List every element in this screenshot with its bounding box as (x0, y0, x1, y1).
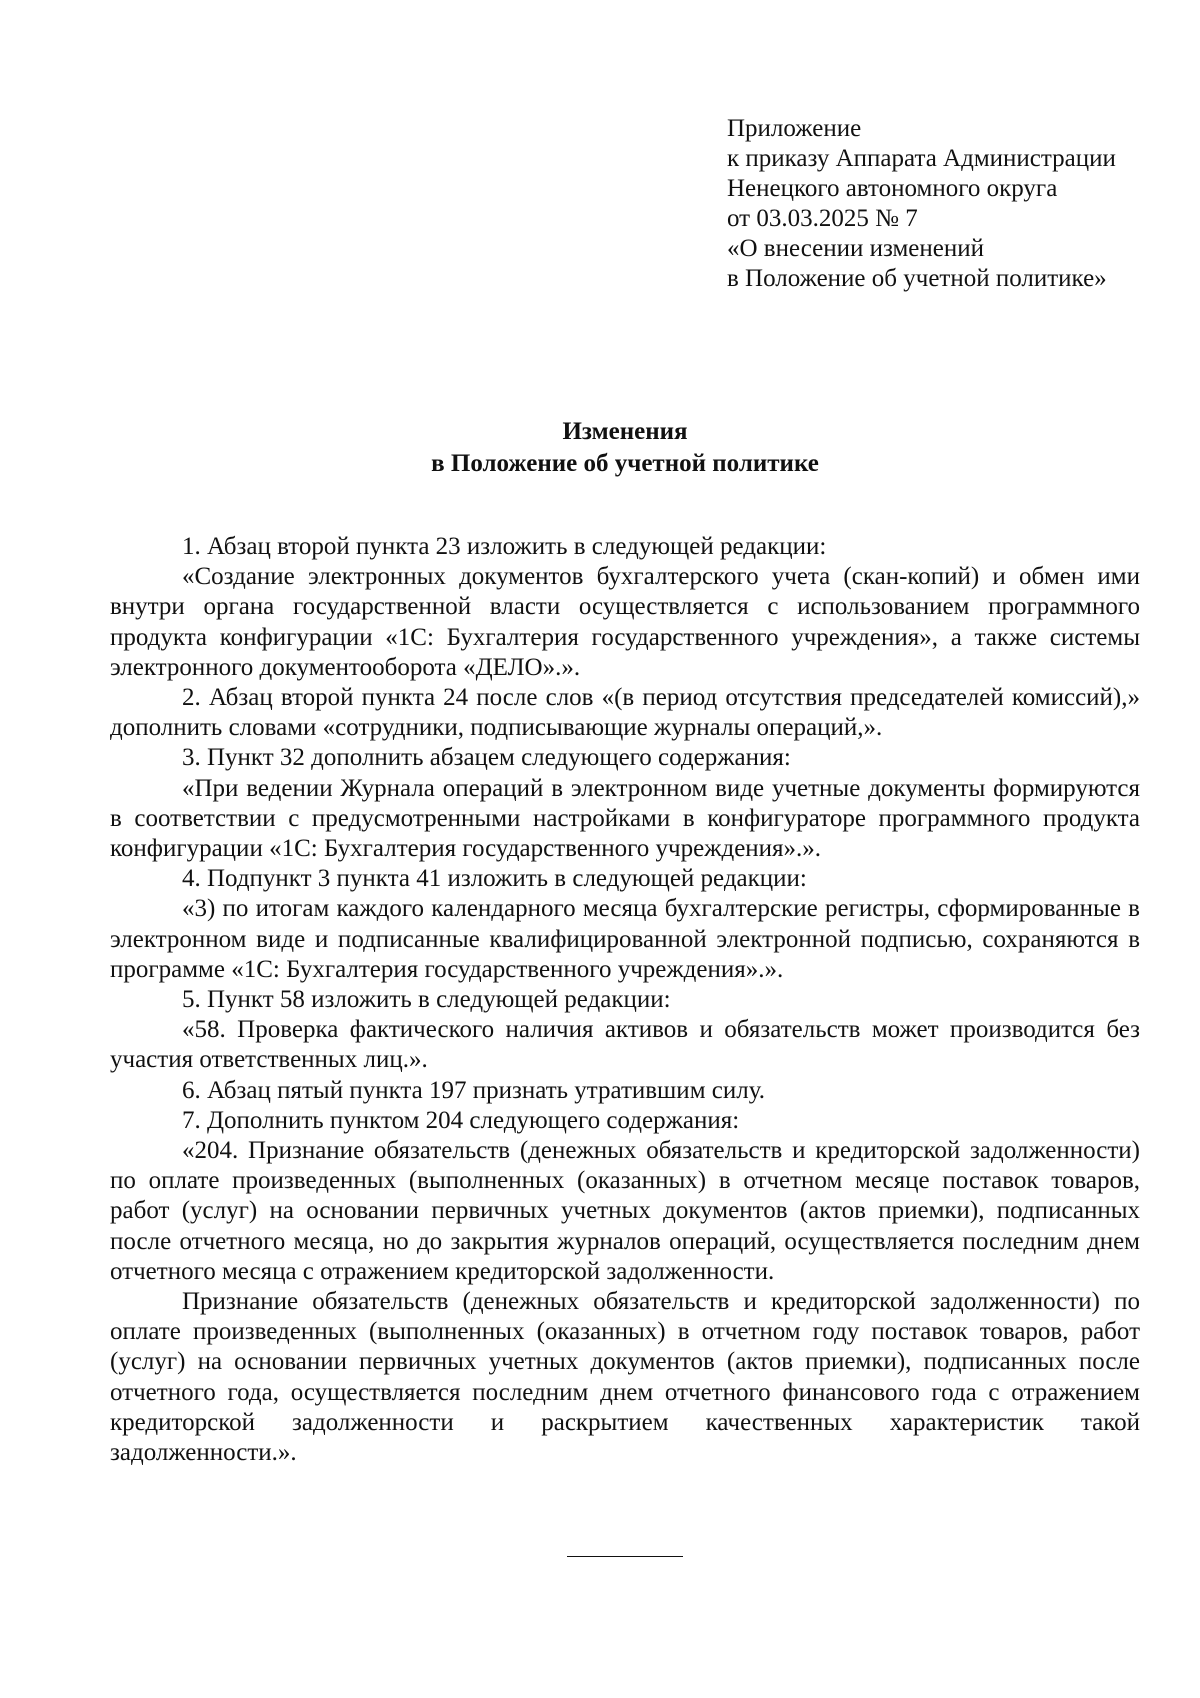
appendix-line: от 03.03.2025 № 7 (727, 205, 918, 232)
appendix-line: Приложение (727, 115, 862, 142)
document-body (110, 532, 1140, 1468)
paragraph-item-5: 5. Пункт 58 изложить в следующей редакции: (182, 986, 671, 1014)
appendix-line: к приказу Аппарата Администрации (727, 145, 1116, 172)
appendix-line: в Положение об учетной политике» (727, 265, 1107, 292)
paragraph-quote-continued: Признание обязательств (денежных обязательств и кредиторской задолженности) по оплате произведенных (выполненных (оказанных) в отчетном году поставок товаров, работ (услуг) на основании первичных учетных документов (актов приемки), подписанных после отчетного года, осуществляется последним днем отчетного финансового года с отражением кредиторской задолженности и раскрытием качественных характеристик такой задолженности.». (110, 1288, 1140, 1467)
paragraph-item-1: 1. Абзац второй пункта 23 изложить в следующей редакции: (182, 533, 827, 560)
paragraph-item-2: 2. Абзац второй пункта 24 после слов «(в период отсутствия председателей комиссий),» дополнить словами «сотрудники, подписывающие журналы операций,». (110, 684, 1140, 742)
paragraph-quote: «204. Признание обязательств (денежных обязательств и кредиторской задолженности) по оплате произведенных (выполненных (оказанных) в отчетном месяце поставок товаров, работ (услуг) на основании первичных учетных документов (актов приемки), подписанных после отчетного месяца, но до закрытия журналов операций, осуществляется последним днем отчетного месяца с отражением кредиторской задолженности. (110, 1137, 1140, 1285)
paragraph-quote: «При ведении Журнала операций в электронном виде учетные документы формируются в соответствии с предусмотренными настройками в конфигураторе программного продукта конфигурации «1С: Бухгалтерия государственного учреждения».». (110, 774, 1140, 863)
title-line-1: Изменения (562, 418, 688, 445)
paragraph-item-4: 4. Подпункт 3 пункта 41 изложить в следующей редакции: (182, 865, 807, 893)
paragraph-item-6: 6. Абзац пятый пункта 197 признать утратившим силу. (182, 1076, 765, 1104)
paragraph-quote: «3) по итогам каждого календарного месяца бухгалтерские регистры, сформированные в электронном виде и подписанные квалифицированной электронной подписью, сохраняются в программе «1С: Бухгалтерия государственного учреждения».». (110, 895, 1140, 983)
paragraph-quote: «58. Проверка фактического наличия активов и обязательств может производится без участия ответственных лиц.». (110, 1016, 1140, 1074)
end-of-document-rule (567, 1556, 683, 1557)
appendix-line: «О внесении изменений (727, 235, 985, 262)
paragraph-item-7: 7. Дополнить пунктом 204 следующего содержания: (182, 1106, 740, 1134)
document-title (110, 416, 1140, 480)
appendix-block (727, 114, 1167, 294)
title-line-2: в Положение об учетной политике (431, 450, 819, 477)
paragraph-quote: «Создание электронных документов бухгалтерского учета (скан-копий) и обмен ими внутри органа государственной власти осуществляется с использованием программного продукта конфигурации «1С: Бухгалтерия государственного учреждения», а также системы электронного документооборота «ДЕЛО».». (110, 563, 1140, 681)
paragraph-item-3: 3. Пункт 32 дополнить абзацем следующего содержания: (182, 744, 791, 772)
appendix-line: Ненецкого автономного округа (727, 175, 1058, 202)
